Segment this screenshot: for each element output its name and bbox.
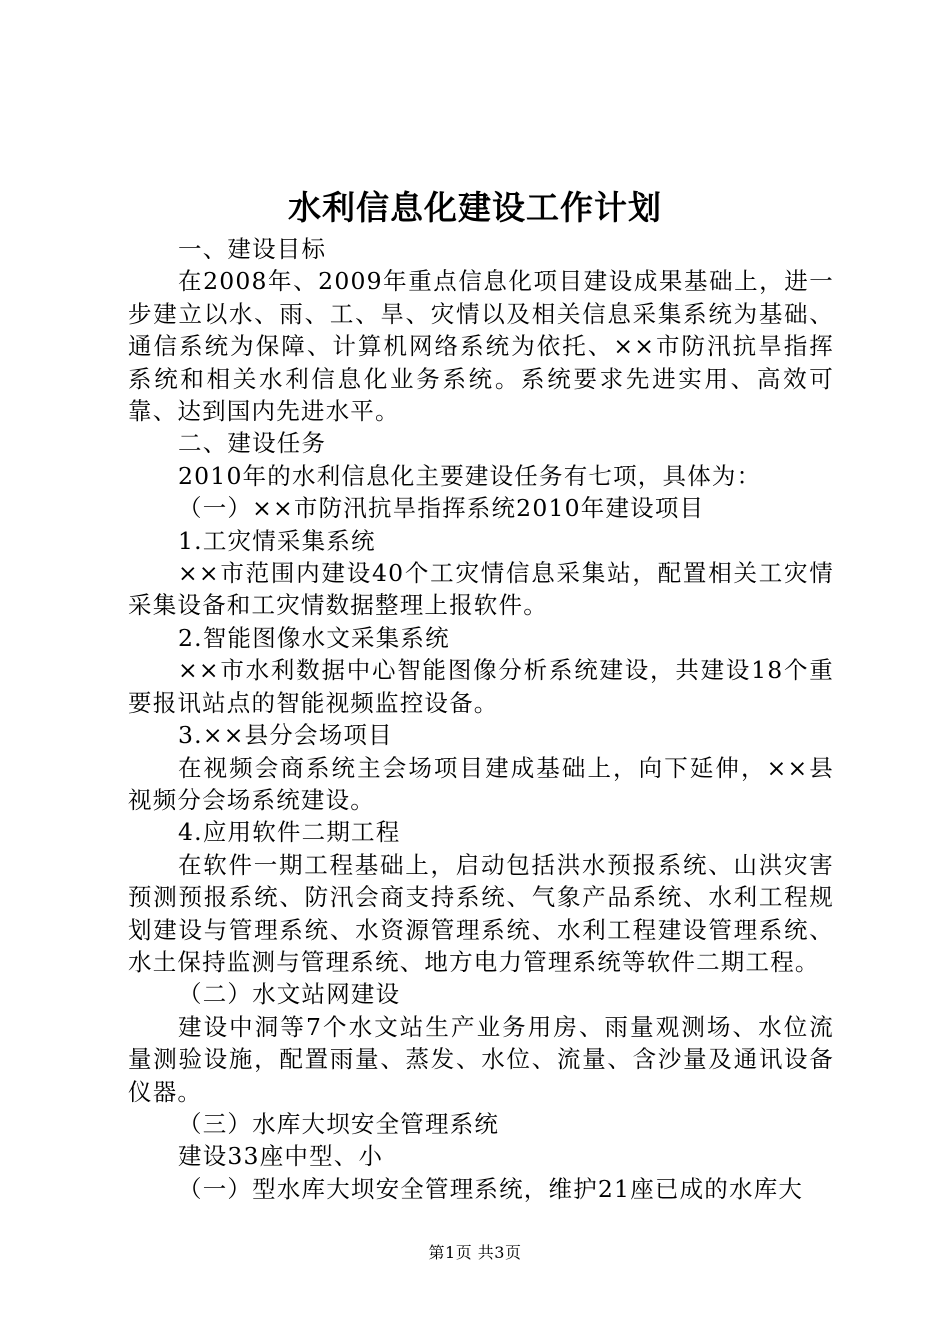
section-heading-goals: 一、建设目标: [178, 235, 327, 263]
paragraph-dam-safety-continued: （一）型水库大坝安全管理系统，维护21座已成的水库大: [178, 1174, 804, 1203]
document-title: 水利信息化建设工作计划: [288, 188, 662, 227]
item-heading-4: 4.应用软件二期工程: [178, 818, 401, 847]
subheading-flood-system: （一）××市防汛抗旱指挥系统2010年建设项目: [178, 494, 705, 523]
item-heading-1: 1.工灾情采集系统: [178, 526, 376, 555]
item-heading-3: 3.××县分会场项目: [178, 721, 393, 750]
document-body: [128, 233, 834, 1205]
section-heading-tasks: 二、建设任务: [178, 429, 327, 458]
paragraph-item-1: ××市范围内建设40个工灾情信息采集站，配置相关工灾情采集设备和工灾情数据整理上报软件。: [128, 559, 834, 620]
paragraph-item-3: 在视频会商系统主会场项目建成基础上，向下延伸，××县视频分会场系统建设。: [128, 753, 834, 814]
subheading-hydrology-network: （二）水文站网建设: [178, 980, 401, 1009]
paragraph-item-2: ××市水利数据中心智能图像分析系统建设，共建设18个重要报讯站点的智能视频监控设备。: [128, 656, 834, 717]
paragraph-goals: 在2008年、2009年重点信息化项目建设成果基础上，进一步建立以水、雨、工、旱、灾情以及相关信息采集系统为基础、通信系统为保障、计算机网络系统为依托、××市防汛抗旱指挥系统和相关水利信息化业务系统。系统要求先进实用、高效可靠、达到国内先进水平。: [128, 267, 834, 426]
item-heading-2: 2.智能图像水文采集系统: [178, 623, 450, 652]
paragraph-dam-safety-start: 建设33座中型、小: [178, 1142, 384, 1171]
paragraph-item-4: 在软件一期工程基础上，启动包括洪水预报系统、山洪灾害预测预报系统、防汛会商支持系统、气象产品系统、水利工程规划建设与管理系统、水资源管理系统、水利工程建设管理系统、水土保持监测与管理系统、地方电力管理系统等软件二期工程。: [128, 850, 834, 976]
paragraph-hydrology-network: 建设中洞等7个水文站生产业务用房、雨量观测场、水位流量测验设施，配置雨量、蒸发、水位、流量、含沙量及通讯设备仪器。: [128, 1012, 834, 1106]
subheading-dam-safety: （三）水库大坝安全管理系统: [178, 1109, 500, 1138]
paragraph-tasks-intro: 2010年的水利信息化主要建设任务有七项，具体为：: [178, 461, 762, 490]
page-number-footer: 第1页 共3页: [428, 1243, 522, 1262]
